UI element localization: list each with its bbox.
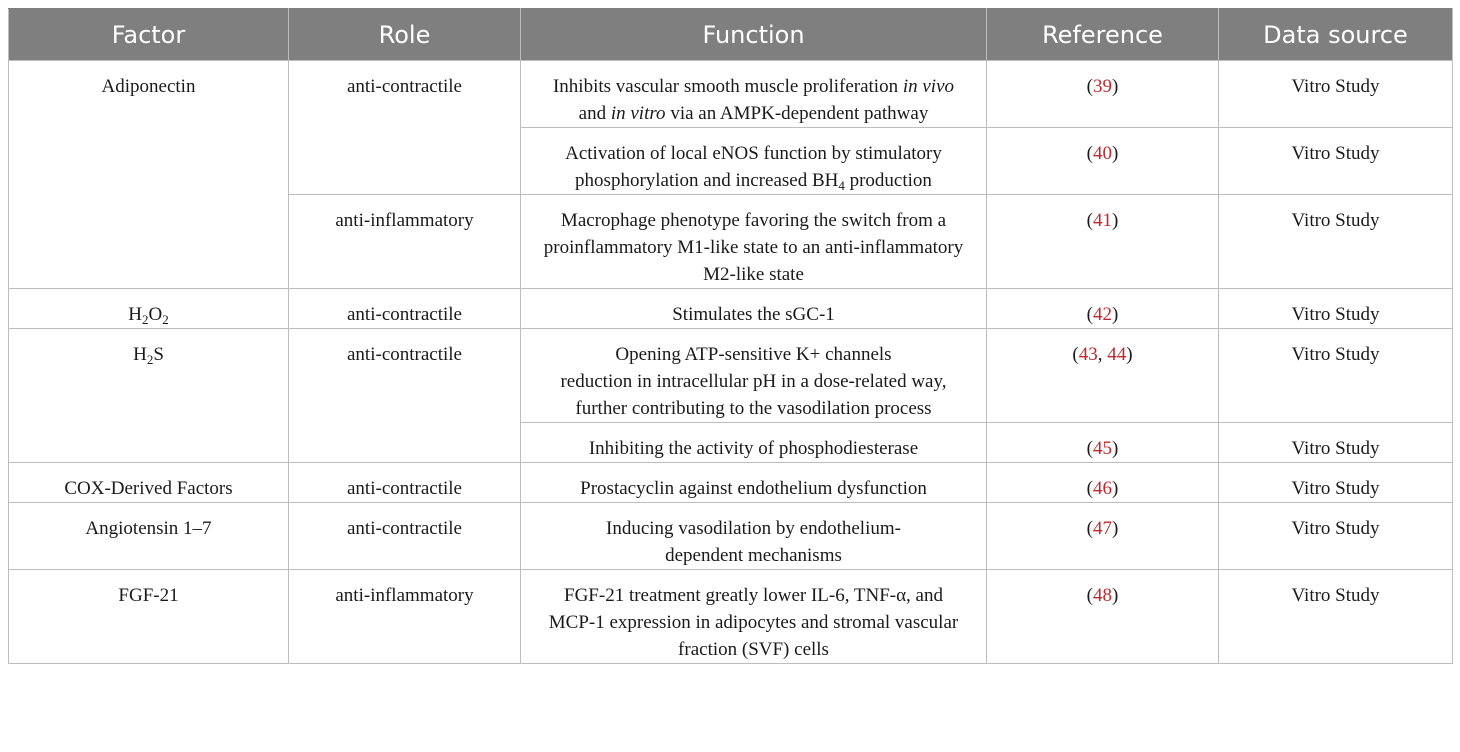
header-role: Role (289, 9, 521, 61)
data-source-cell: Vitro Study (1219, 128, 1453, 195)
data-source-cell: Vitro Study (1219, 61, 1453, 128)
header-function: Function (521, 9, 987, 61)
reference-cell: (41) (987, 195, 1219, 289)
reference-cell: (39) (987, 61, 1219, 128)
data-source-cell: Vitro Study (1219, 423, 1453, 463)
reference-link[interactable]: 47 (1093, 518, 1112, 539)
factor-cell: FGF-21 (9, 570, 289, 664)
reference-link[interactable]: 39 (1093, 76, 1112, 97)
reference-link[interactable]: 40 (1093, 143, 1112, 164)
header-factor: Factor (9, 9, 289, 61)
factor-cell: COX-Derived Factors (9, 463, 289, 503)
reference-cell: (46) (987, 463, 1219, 503)
role-cell: anti-contractile (289, 61, 521, 195)
reference-cell: (45) (987, 423, 1219, 463)
table-row (9, 289, 1453, 329)
factors-table (8, 8, 1453, 664)
header-row (9, 9, 1453, 61)
role-cell: anti-contractile (289, 463, 521, 503)
reference-link[interactable]: 44 (1107, 344, 1127, 365)
function-cell: Inducing vasodilation by endothelium-dependent mechanisms (521, 503, 987, 570)
factor-cell: $H_2S$ (9, 329, 289, 463)
function-cell: Macrophage phenotype favoring the switch from a proinflammatory M1-like state to an anti-inflammatory M2-like state (521, 195, 987, 289)
header-data-source: Data source (1219, 9, 1453, 61)
factor-cell: Adiponectin (9, 61, 289, 289)
table-row (9, 570, 1453, 664)
data-source-cell: Vitro Study (1219, 329, 1453, 423)
function-cell: Inhibits vascular smooth muscle proliferation in vivo and in vitro via an AMPK-dependent pathway (521, 61, 987, 128)
reference-link[interactable]: 48 (1093, 585, 1112, 606)
reference-cell: (43, 44) (987, 329, 1219, 423)
function-cell: Stimulates the sGC-1 (521, 289, 987, 329)
table-row (9, 463, 1453, 503)
function-cell: Inhibiting the activity of phosphodiesterase (521, 423, 987, 463)
reference-link[interactable]: 42 (1093, 304, 1112, 325)
header-reference: Reference (987, 9, 1219, 61)
reference-link[interactable]: 41 (1093, 210, 1112, 231)
data-source-cell: Vitro Study (1219, 503, 1453, 570)
reference-link[interactable]: 43 (1078, 344, 1098, 365)
table-row (9, 61, 1453, 128)
reference-cell: (48) (987, 570, 1219, 664)
role-cell: anti-contractile (289, 503, 521, 570)
factor-cell: Angiotensin 1–7 (9, 503, 289, 570)
function-cell: Opening ATP-sensitive K+ channels reduction in intracellular pH in a dose-related way, further contributing to the vasodilation process (521, 329, 987, 423)
reference-link[interactable]: 46 (1093, 478, 1112, 499)
function-cell: Activation of local eNOS function by stimulatory phosphorylation and increased $BH_4$ production (521, 128, 987, 195)
function-cell: FGF-21 treatment greatly lower IL-6, TNF-α, and MCP-1 expression in adipocytes and stromal vascular fraction (SVF) cells (521, 570, 987, 664)
role-cell: anti-inflammatory (289, 195, 521, 289)
reference-cell: (42) (987, 289, 1219, 329)
table-row (9, 503, 1453, 570)
reference-cell: (40) (987, 128, 1219, 195)
role-cell: anti-inflammatory (289, 570, 521, 664)
table-container (8, 8, 1452, 664)
data-source-cell: Vitro Study (1219, 463, 1453, 503)
role-cell: anti-contractile (289, 289, 521, 329)
data-source-cell: Vitro Study (1219, 195, 1453, 289)
function-cell: Prostacyclin against endothelium dysfunction (521, 463, 987, 503)
role-cell: anti-contractile (289, 329, 521, 463)
data-source-cell: Vitro Study (1219, 289, 1453, 329)
data-source-cell: Vitro Study (1219, 570, 1453, 664)
reference-link[interactable]: 45 (1093, 438, 1112, 459)
table-row (9, 329, 1453, 423)
factor-cell: $H_2O_2$ (9, 289, 289, 329)
reference-cell: (47) (987, 503, 1219, 570)
